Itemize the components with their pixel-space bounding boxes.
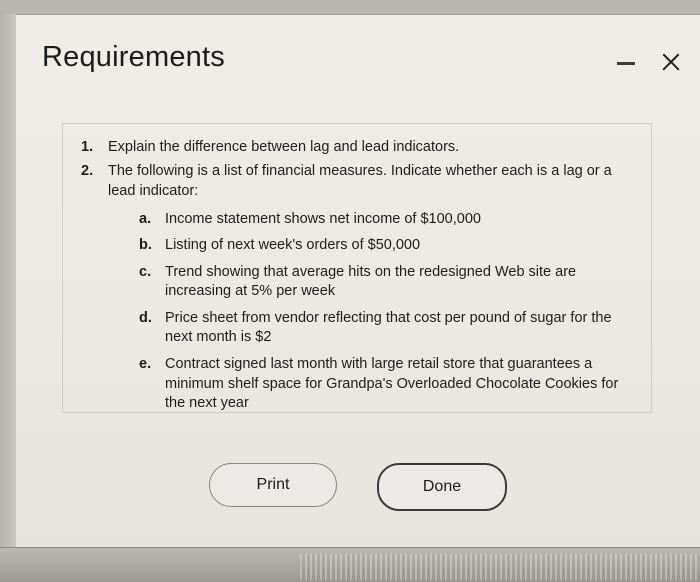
list-item-text: The following is a list of financial measures. Indicate whether each is a lag or a lead indicator: [108,162,612,199]
sub-list-wrapper [139,210,635,414]
page-title: Requirements [42,41,225,73]
sub-requirements-list [139,210,635,414]
list-item [75,138,635,158]
sub-item-text: Income statement shows net income of $100,000 [165,210,481,227]
list-item [75,162,635,414]
close-icon[interactable] [660,51,682,73]
screen-left-bezel [0,14,16,548]
list-item-text: Explain the difference between lag and lead indicators. [108,139,460,155]
requirements-panel [62,123,652,413]
sub-item-text: Trend showing that average hits on the redesigned Web site are increasing at 5% per week [165,263,577,300]
list-item [139,236,635,256]
requirements-list [75,138,635,414]
list-item [139,263,635,302]
screen-bottom-bezel [0,547,700,582]
done-button[interactable]: Done [377,463,507,511]
print-button[interactable]: Print [209,463,337,507]
sub-item-text: Listing of next week's orders of $50,000 [165,237,421,254]
sub-item-letter: e. [139,355,152,372]
sub-item-text: Contract signed last month with large retail store that guarantees a minimum shelf space for Grandpa's Overloaded Chocolate Cookies for the next year [165,355,619,412]
dialog-title-bar [16,15,700,95]
sub-item-text: Price sheet from vendor reflecting that cost per pound of sugar for the next month is $2 [165,309,612,346]
list-item-number: 2. [81,162,94,179]
screen-top-bezel [0,0,700,15]
minimize-icon[interactable] [616,51,638,73]
list-item [139,210,635,230]
sub-item-letter: b. [139,237,152,254]
sub-item-letter: d. [139,309,152,326]
sub-item-letter: c. [139,263,152,280]
dialog-button-row [16,463,700,511]
window-controls [616,51,682,73]
requirements-dialog [16,15,700,548]
list-item-number: 1. [81,139,94,155]
bezel-texture [300,554,700,580]
list-item [139,355,635,414]
list-item [139,309,635,348]
sub-item-letter: a. [139,210,152,227]
